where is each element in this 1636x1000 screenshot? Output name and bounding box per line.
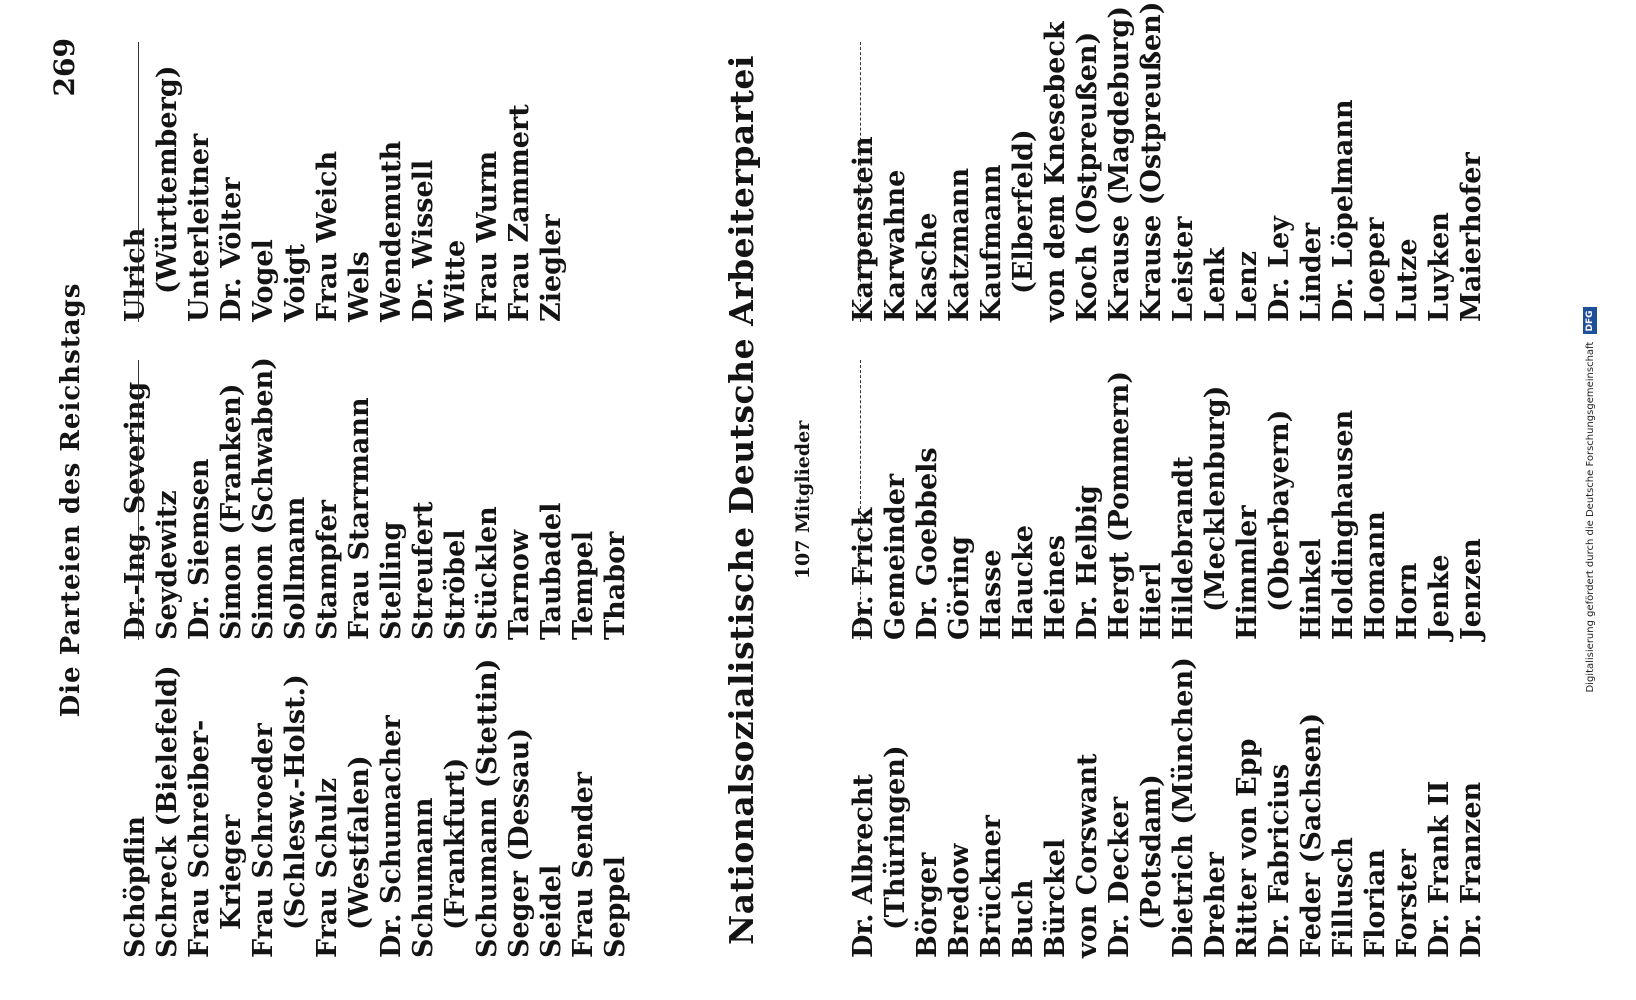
member-name: Dreher: [1200, 852, 1231, 958]
member-name: Ströbel: [440, 529, 471, 640]
member-name: Leister: [1168, 216, 1199, 322]
column-divider: [138, 42, 139, 322]
member-name: Gemeinder: [880, 473, 911, 640]
member-name: Lenz: [1232, 250, 1263, 322]
dfg-logo-icon: DFG: [1583, 307, 1597, 334]
member-name: von dem Knesebeck: [1040, 21, 1071, 322]
bottom-column-2: [848, 340, 1488, 640]
member-name: Dr. Goebbels: [912, 447, 943, 640]
member-name: Holdinghausen: [1328, 409, 1359, 640]
top-column-3: [120, 22, 568, 322]
member-name: Taubadel: [536, 502, 567, 640]
member-name: Krause (Magdeburg): [1104, 5, 1135, 322]
member-name: Hergt (Pommern): [1104, 371, 1135, 640]
member-name: Feder (Sachsen): [1296, 712, 1327, 958]
member-name: Jenke: [1424, 554, 1455, 640]
member-name: Forster: [1392, 848, 1423, 958]
member-name: Koch (Ostpreußen): [1072, 31, 1103, 322]
member-name: Simon (Schwaben): [248, 357, 279, 640]
member-name: Jenzen: [1456, 538, 1487, 640]
member-name: (Schlesw.-Holst.): [280, 674, 311, 930]
column-divider: [138, 360, 139, 640]
member-name: Dr. Frank II: [1424, 780, 1455, 958]
member-name: Ziegler: [536, 214, 567, 322]
member-name: Bredow: [944, 843, 975, 958]
member-name: Thabor: [600, 531, 631, 640]
member-name: Stampfer: [312, 500, 343, 640]
top-column-2: [120, 340, 632, 640]
member-name: (Westfalen): [344, 755, 375, 930]
member-name: Himmler: [1232, 505, 1263, 640]
member-name: Dr. Siemsen: [184, 458, 215, 640]
member-name: von Corswant: [1072, 753, 1103, 958]
member-name: Ritter von Epp: [1232, 738, 1263, 958]
member-name: Haucke: [1008, 525, 1039, 640]
member-name: Frau Sender: [568, 771, 599, 958]
member-name: Dr. Löpelmann: [1328, 99, 1359, 322]
member-name: Voigt: [280, 243, 311, 322]
member-name: Schöpflin: [120, 816, 151, 958]
member-name: Hildebrandt: [1168, 456, 1199, 640]
member-name: (Mecklenburg): [1200, 385, 1231, 612]
member-name: Dr. Fabricius: [1264, 763, 1295, 958]
member-name: (Oberbayern): [1264, 409, 1295, 612]
member-name: Dr.-Ing. Severing: [120, 381, 151, 640]
member-count: 107 Mitglieder: [792, 420, 814, 580]
member-name: Buch: [1008, 879, 1039, 958]
member-name: Tarnow: [504, 529, 535, 640]
member-name: Linder: [1296, 222, 1327, 322]
top-name-list: [120, 38, 640, 958]
bottom-column-1: [848, 658, 1488, 958]
page-header: [38, 0, 98, 1000]
member-name: Dietrich (München): [1168, 657, 1199, 958]
member-name: Tempel: [568, 530, 599, 640]
member-name: Lenk: [1200, 247, 1231, 322]
member-name: Kaufmann: [976, 164, 1007, 322]
member-name: Hasse: [976, 549, 1007, 640]
member-name: Dr. Franzen: [1456, 781, 1487, 958]
credit-text: Digitalisierung gefördert durch die Deutsche Forschungsgemeinschaft: [1585, 341, 1596, 693]
member-name: Schumann (Stettin): [472, 658, 503, 958]
member-name: Bürckel: [1040, 838, 1071, 958]
member-name: Lutze: [1392, 238, 1423, 322]
member-name: Dr. Decker: [1104, 796, 1135, 958]
member-name: (Potsdam): [1136, 774, 1167, 930]
member-name: Seidel: [536, 864, 567, 958]
member-name: Brückner: [976, 815, 1007, 958]
member-name: Dr. Wissell: [408, 159, 439, 322]
member-name: Frau Schroeder: [248, 723, 279, 958]
member-name: Krause (Ostpreußen): [1136, 1, 1167, 322]
member-name: Dr. Schumacher: [376, 715, 407, 958]
member-name: Wels: [344, 251, 375, 322]
digitization-credit: [1578, 0, 1604, 1000]
member-name: Krieger: [216, 814, 247, 930]
member-name: Frau Schreiber-: [184, 719, 215, 958]
member-name: Heines: [1040, 535, 1071, 640]
member-name: Karwahne: [880, 169, 911, 322]
member-name: Horn: [1392, 562, 1423, 640]
member-name: Frau Weich: [312, 150, 343, 322]
member-name: (Thüringen): [880, 745, 911, 930]
member-name: Dr. Völter: [216, 177, 247, 322]
member-name: Börger: [912, 852, 943, 958]
member-name: Dr. Helbig: [1072, 485, 1103, 640]
member-name: Maierhofer: [1456, 152, 1487, 322]
member-name: Simon (Franken): [216, 383, 247, 640]
member-name: Frau Starrmann: [344, 397, 375, 640]
member-name: Seger (Dessau): [504, 727, 535, 958]
member-name: Katzmann: [944, 167, 975, 322]
party-heading: Nationalsozialistische Deutsche Arbeiterpartei: [722, 55, 761, 945]
member-name: Kasche: [912, 212, 943, 322]
member-name: Frau Wurm: [472, 150, 503, 322]
member-name: Witte: [440, 239, 471, 322]
member-name: Göring: [944, 535, 975, 640]
member-name: Schumann: [408, 797, 439, 958]
bottom-name-list: [848, 1, 1488, 958]
member-name: Ulrich: [120, 227, 151, 322]
member-name: Karpenstein: [848, 136, 879, 322]
member-name: Vogel: [248, 239, 279, 322]
member-name: Stelling: [376, 521, 407, 640]
member-name: (Elberfeld): [1008, 129, 1039, 294]
page-number: 269: [48, 38, 81, 97]
member-name: Streufert: [408, 501, 439, 640]
member-name: Hinkel: [1296, 538, 1327, 640]
top-column-1: [120, 658, 632, 958]
member-name: (Frankfurt): [440, 757, 471, 930]
member-name: Frau Zammert: [504, 104, 535, 322]
member-name: Dr. Frick: [848, 507, 879, 640]
member-name: Florian: [1360, 848, 1391, 958]
member-name: Unterleitner: [184, 133, 215, 322]
bottom-column-3: [848, 1, 1488, 322]
member-name: Dr. Ley: [1264, 216, 1295, 322]
member-name: Schreck (Bielefeld): [152, 665, 183, 958]
member-name: Seppel: [600, 856, 631, 958]
member-name: Frau Schulz: [312, 777, 343, 958]
member-name: Hierl: [1136, 562, 1167, 640]
member-name: Homann: [1360, 511, 1391, 640]
member-name: Seydewitz: [152, 490, 183, 640]
member-name: Sollmann: [280, 496, 311, 640]
member-name: Dr. Albrecht: [848, 774, 879, 958]
member-name: Luyken: [1424, 212, 1455, 322]
member-name: Stücklen: [472, 506, 503, 640]
member-name: Fillusch: [1328, 837, 1359, 958]
member-name: Wendemuth: [376, 140, 407, 322]
member-name: Loeper: [1360, 217, 1391, 322]
member-name: (Württemberg): [152, 65, 183, 294]
page-title: Die Parteien des Reichstags: [56, 282, 86, 718]
